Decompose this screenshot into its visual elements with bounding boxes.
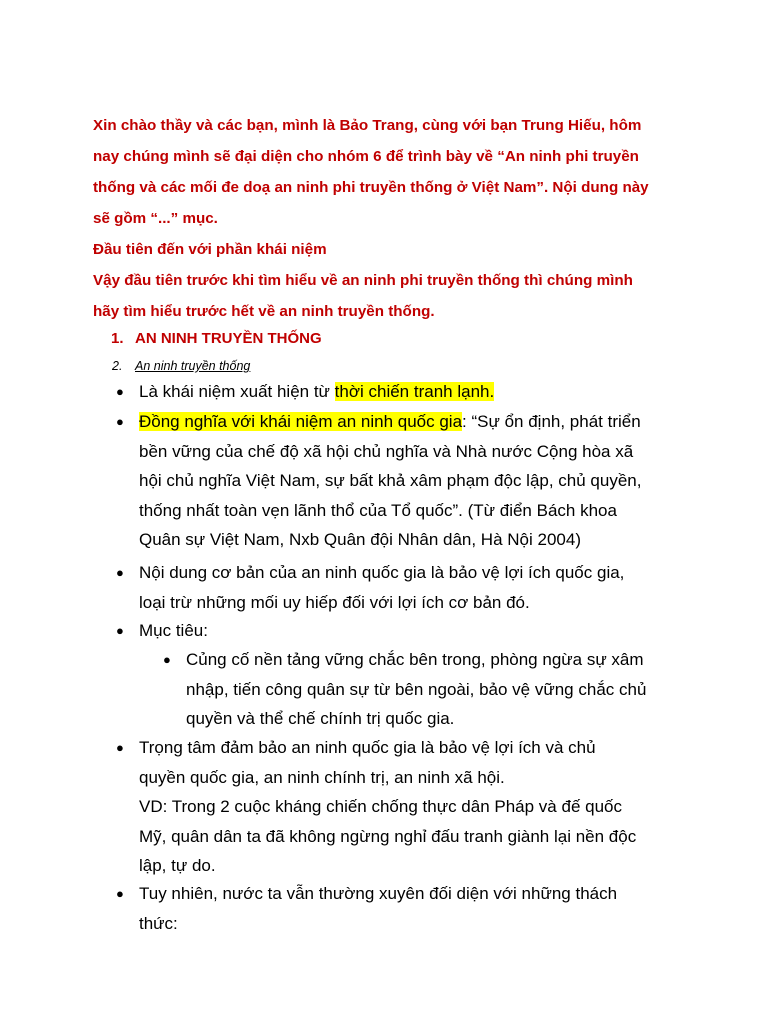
bullet-item — [116, 733, 759, 881]
intro-line: sẽ gồm “...” mục. — [93, 210, 218, 227]
bullet-text: loại trừ những mối uy hiếp đối với lợi ích cơ bản đó. — [139, 592, 530, 612]
bullet-line — [139, 588, 759, 618]
section-heading — [111, 330, 322, 347]
bullet-line — [139, 733, 759, 763]
bullet-icon: ● — [116, 565, 124, 580]
bullet-icon: ● — [116, 414, 124, 429]
bullet-line — [186, 645, 746, 675]
intro-text — [93, 110, 733, 327]
bullet-text: VD: Trong 2 cuộc kháng chiến chống thực dân Pháp và đế quốc — [139, 797, 622, 816]
list-number: 1. — [111, 330, 124, 347]
intro-line: Vậy đầu tiên trước khi tìm hiểu về an ninh phi truyền thống thì chúng mình — [93, 272, 633, 289]
bullet-line — [139, 407, 759, 437]
bullet-text: bền vững của chế độ xã hội chủ nghĩa và Nhà nước Cộng hòa xã — [139, 441, 634, 461]
bullet-text: thức: — [139, 913, 178, 933]
intro-line: nay chúng mình sẽ đại diện cho nhóm 6 để trình bày về “An ninh phi truyền — [93, 148, 639, 165]
bullet-line — [139, 437, 759, 467]
bullet-text: lập, tự do. — [139, 856, 216, 875]
bullet-text: Là khái niệm xuất hiện từ — [139, 382, 335, 401]
bullet-text: Củng cố nền tảng vững chắc bên trong, phòng ngừa sự xâm — [186, 650, 644, 669]
bullet-text: Quân sự Việt Nam, Nxb Quân đội Nhân dân, Hà Nội 2004) — [139, 530, 581, 549]
intro-line: hãy tìm hiểu trước hết về an ninh truyền thống. — [93, 303, 435, 320]
highlighted-text: thời chiến tranh lạnh. — [334, 382, 495, 401]
bullet-icon: ● — [163, 652, 171, 667]
bullet-line — [139, 466, 759, 496]
bullet-icon: ● — [116, 886, 124, 901]
highlighted-text: Đồng nghĩa với khái niệm an ninh quốc gia — [139, 412, 463, 431]
bullet-line — [139, 822, 759, 852]
bullet-text: thống nhất toàn vẹn lãnh thổ của Tổ quốc”. (Từ điển Bách khoa — [139, 500, 617, 520]
section-heading-text: AN NINH TRUYỀN THỐNG — [135, 330, 322, 347]
bullet-text: : “Sự ổn định, phát triển — [462, 412, 641, 431]
intro-line: thống và các mối đe doạ an ninh phi truyền thống ở Việt Nam”. Nội dung này — [93, 179, 649, 196]
bullet-line — [139, 525, 759, 555]
bullet-line — [139, 616, 759, 646]
bullet-item — [116, 616, 759, 646]
intro-line: Xin chào thầy và các bạn, mình là Bảo Trang, cùng với bạn Trung Hiếu, hôm — [93, 117, 642, 134]
bullet-line — [139, 909, 759, 939]
bullet-text: quyền và thể chế chính trị quốc gia. — [186, 709, 455, 728]
bullet-icon: ● — [116, 623, 124, 638]
bullet-icon: ● — [116, 384, 124, 399]
bullet-text: hội chủ nghĩa Việt Nam, sự bất khả xâm phạm độc lập, chủ quyền, — [139, 471, 642, 490]
bullet-line — [139, 879, 759, 909]
bullet-icon: ● — [116, 740, 124, 755]
bullet-item — [116, 558, 759, 617]
bullet-line — [139, 763, 759, 793]
bullet-line — [186, 675, 746, 705]
bullet-text: Trọng tâm đảm bảo an ninh quốc gia là bảo vệ lợi ích và chủ — [139, 738, 596, 757]
bullet-text: Mục tiêu: — [139, 621, 208, 640]
sub-bullet-item — [163, 645, 746, 734]
list-number: 2. — [112, 359, 123, 373]
bullet-text: Mỹ, quân dân ta đã không ngừng nghỉ đấu tranh giành lại nền độc — [139, 826, 637, 846]
bullet-text: nhập, tiến công quân sự từ bên ngoài, bảo vệ vững chắc chủ — [186, 679, 647, 699]
bullet-line — [139, 496, 759, 526]
bullet-item — [116, 377, 759, 407]
bullet-item — [116, 879, 759, 938]
bullet-line — [186, 704, 746, 734]
bullet-line — [139, 377, 759, 407]
subsection-heading-text: An ninh truyền thống — [135, 359, 251, 373]
bullet-text: Tuy nhiên, nước ta vẫn thường xuyên đối diện với những thách — [139, 884, 618, 903]
bullet-text: quyền quốc gia, an ninh chính trị, an ninh xã hội. — [139, 767, 505, 787]
bullet-line — [139, 792, 759, 822]
bullet-text: Nội dung cơ bản của an ninh quốc gia là bảo vệ lợi ích quốc gia, — [139, 563, 625, 582]
section-intro-line: Đầu tiên đến với phần khái niệm — [93, 241, 327, 258]
bullet-line — [139, 851, 759, 881]
bullet-item — [116, 407, 759, 555]
bullet-line — [139, 558, 759, 588]
subsection-heading — [112, 359, 250, 373]
